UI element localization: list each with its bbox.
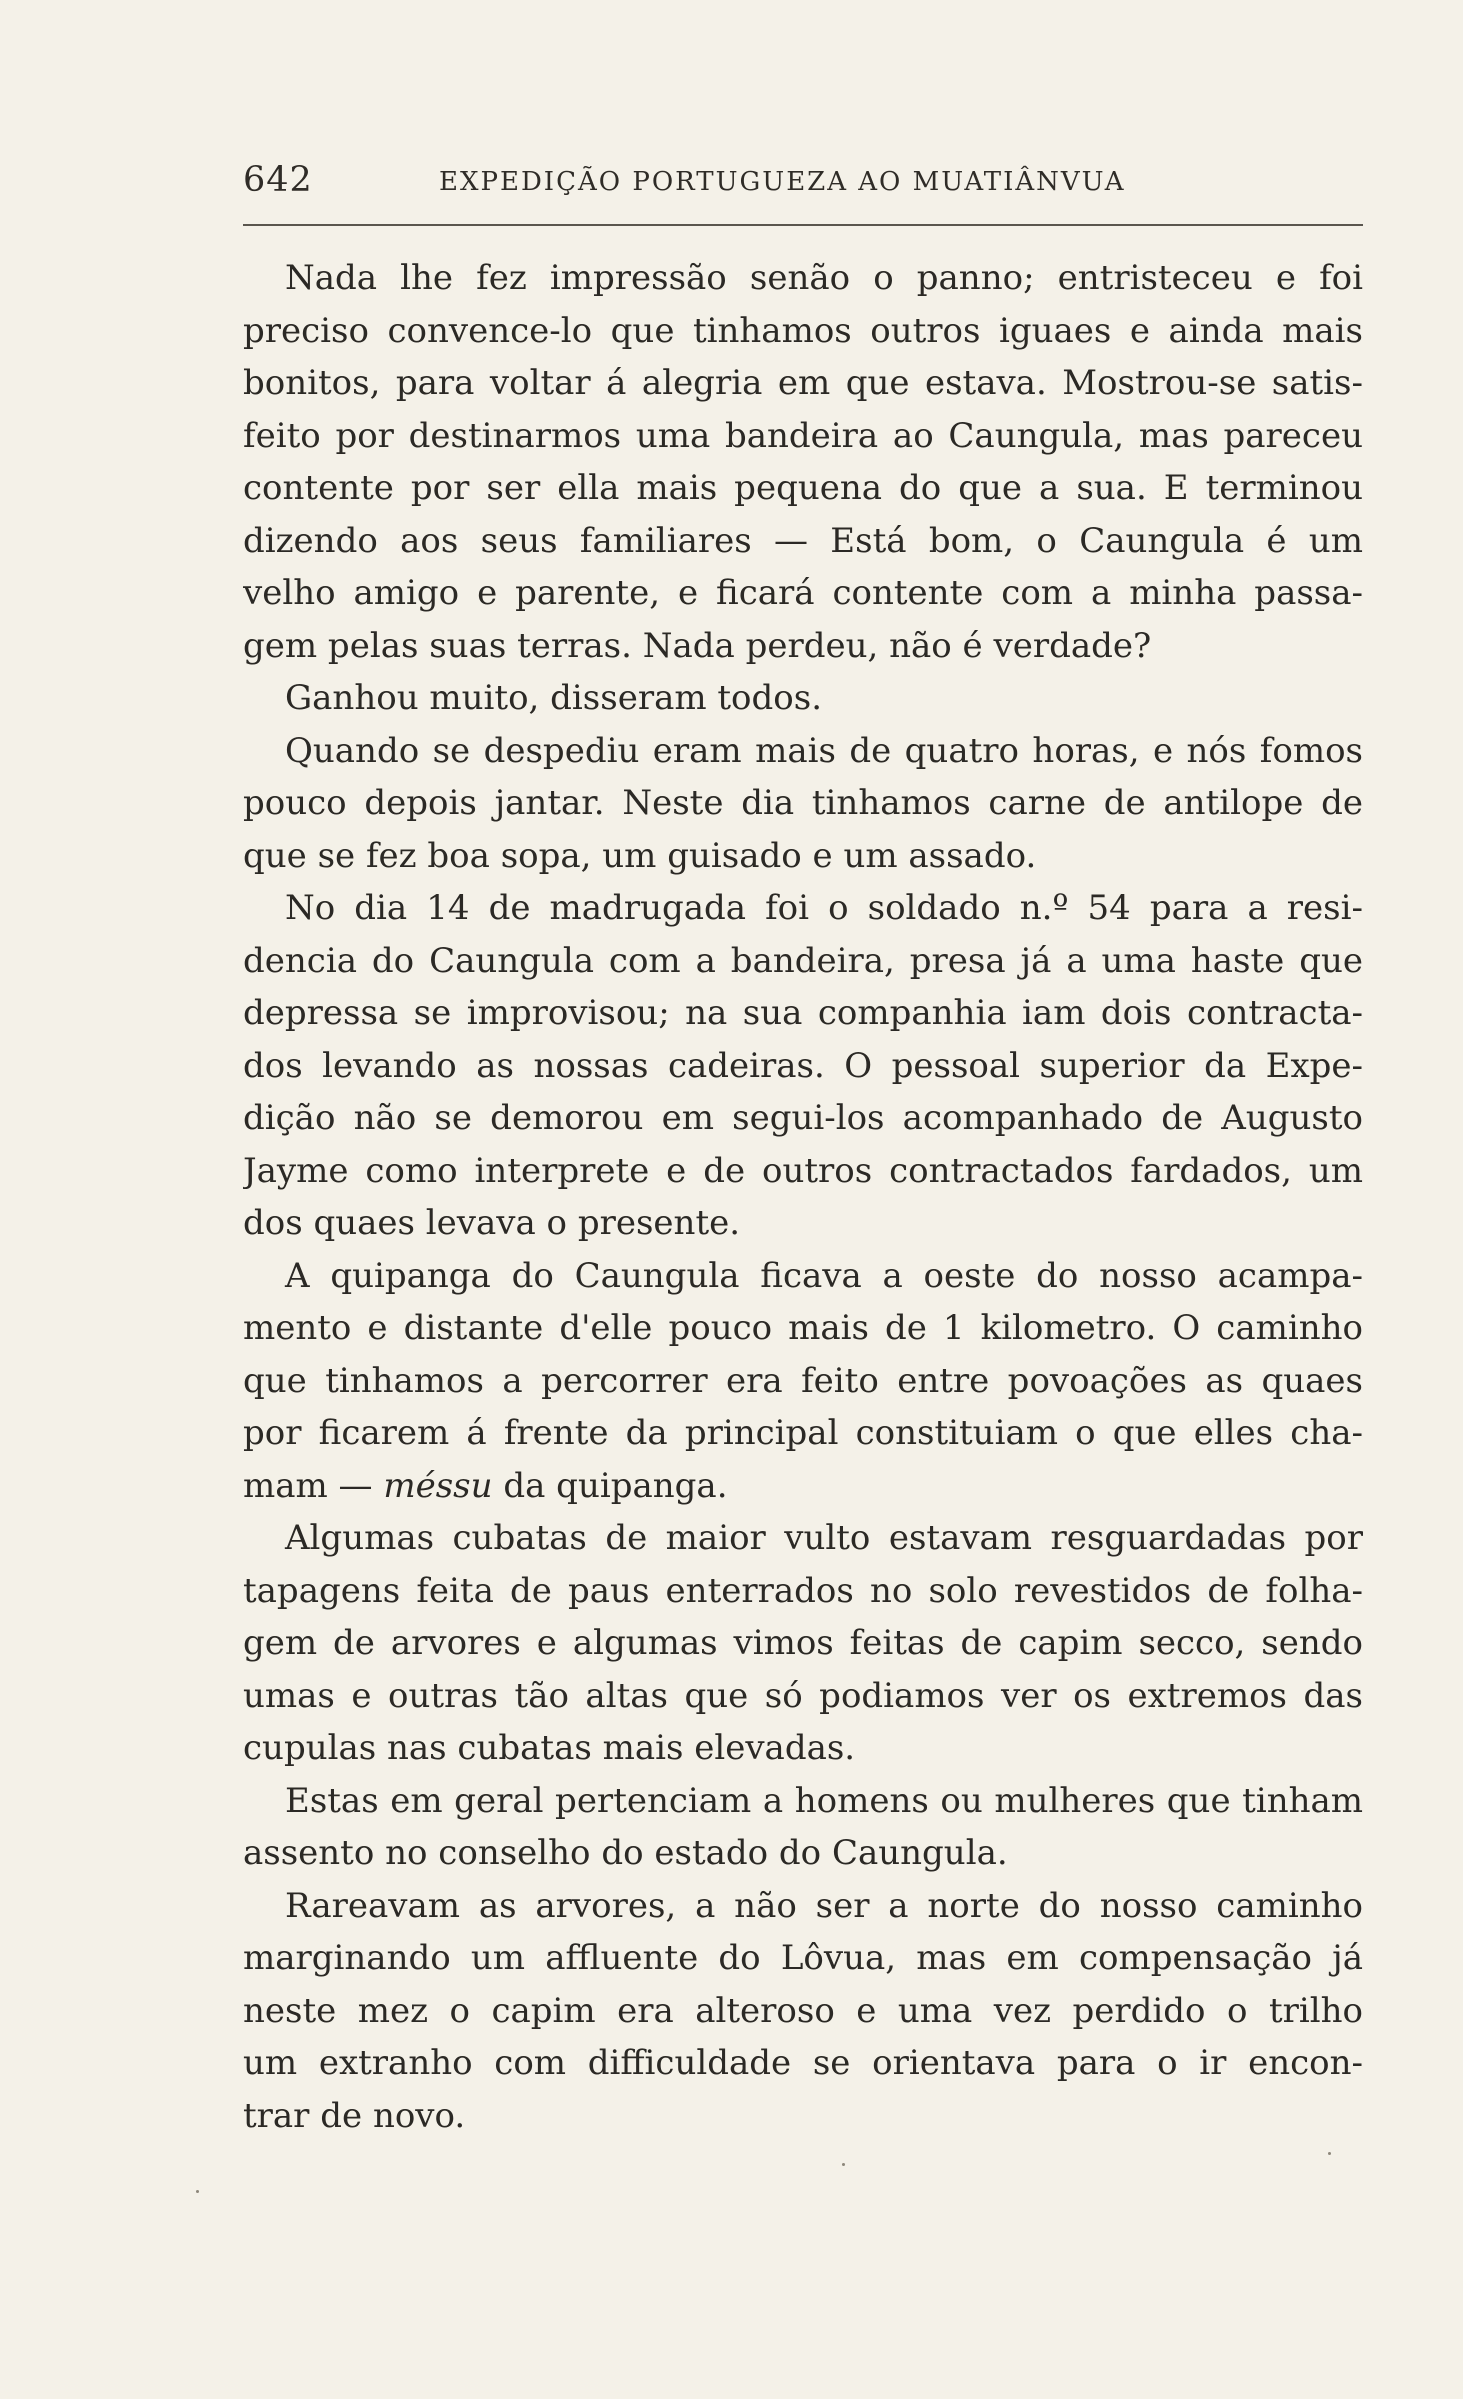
header-rule [243, 224, 1363, 226]
paper-speck [196, 2190, 199, 2193]
text-line: dencia do Caungula com a bandeira, presa já a uma haste que [243, 940, 1363, 981]
text-line-suffix: da quipanga. [503, 1465, 728, 1506]
text-line: velho amigo e parente, e ficará contente com a minha passa- [243, 573, 1363, 613]
text-line: marginando um affluente do Lôvua, mas em compensação já [243, 1938, 1363, 1978]
text-line: preciso convence-lo que tinhamos outros iguaes e ainda mais [243, 310, 1363, 351]
text-line: A quipanga do Caungula ficava a oeste do nosso acampa- [285, 1255, 1363, 1296]
text-line: Quando se despediu eram mais de quatro horas, e nós fomos [285, 730, 1363, 771]
text-line: bonitos, para voltar á alegria em que estava. Mostrou-se satis- [243, 363, 1363, 403]
text-line: trar de novo. [243, 2095, 466, 2136]
text-line: que tinhamos a percorrer era feito entre povoações as quaes [243, 1360, 1363, 1401]
text-line: dição não se demorou em segui-los acompanhado de Augusto [243, 1098, 1363, 1138]
text-line: mento e distante d'elle pouco mais de 1 kilometro. O caminho [243, 1308, 1363, 1348]
page-number: 642 [243, 160, 313, 200]
text-line: Rareavam as arvores, a não ser a norte do nosso caminho [285, 1885, 1363, 1926]
text-line: dizendo aos seus familiares — Está bom, o Caungula é um [243, 520, 1363, 561]
text-line: contente por ser ella mais pequena do que a sua. E terminou [243, 468, 1363, 508]
text-line: pouco depois jantar. Neste dia tinhamos carne de antilope de [243, 783, 1363, 823]
text-line: Estas em geral pertenciam a homens ou mulheres que tinham [285, 1780, 1363, 1821]
text-line: dos quaes levava o presente. [243, 1203, 741, 1243]
text-line: tapagens feita de paus enterrados no solo revestidos de folha- [243, 1570, 1363, 1611]
italic-term: méssu [383, 1465, 493, 1506]
text-line: umas e outras tão altas que só podiamos ver os extremos das [243, 1675, 1363, 1716]
text-line-prefix: mam — [243, 1465, 384, 1506]
text-line: neste mez o capim era alteroso e uma vez perdido o trilho [243, 1990, 1363, 2031]
text-line: que se fez boa sopa, um guisado e um assado. [243, 835, 1037, 876]
paper-speck [842, 2163, 845, 2166]
text-line: dos levando as nossas cadeiras. O pessoal superior da Expe- [243, 1045, 1363, 1086]
text-line: Nada lhe fez impressão senão o panno; entristeceu e foi [285, 258, 1363, 298]
text-line: gem pelas suas terras. Nada perdeu, não é verdade? [243, 625, 1152, 666]
text-line: por ficarem á frente da principal constituiam o que elles cha- [243, 1413, 1363, 1453]
text-line: Jayme como interprete e de outros contractados fardados, um [243, 1150, 1363, 1191]
text-line: um extranho com difficuldade se orientava para o ir encon- [243, 2043, 1363, 2083]
text-line: Algumas cubatas de maior vulto estavam resguardadas por [285, 1518, 1363, 1558]
text-line: depressa se improvisou; na sua companhia iam dois contracta- [243, 993, 1363, 1033]
text-line: gem de arvores e algumas vimos feitas de capim secco, sendo [243, 1623, 1363, 1663]
text-line: feito por destinarmos uma bandeira ao Caungula, mas pareceu [243, 415, 1363, 456]
running-title: EXPEDIÇÃO PORTUGUEZA AO MUATIÂNVUA [439, 167, 1126, 197]
text-line [243, 1460, 1363, 1513]
text-line: Ganhou muito, disseram todos. [285, 678, 823, 718]
text-line: assento no conselho do estado do Caungula. [243, 1833, 1008, 1873]
text-line: cupulas nas cubatas mais elevadas. [243, 1728, 856, 1768]
paper-speck [1328, 2152, 1331, 2155]
body-text [243, 252, 1363, 2142]
text-line: No dia 14 de madrugada foi o soldado n.º 54 para a resi- [285, 888, 1363, 928]
page-header [243, 160, 1363, 204]
